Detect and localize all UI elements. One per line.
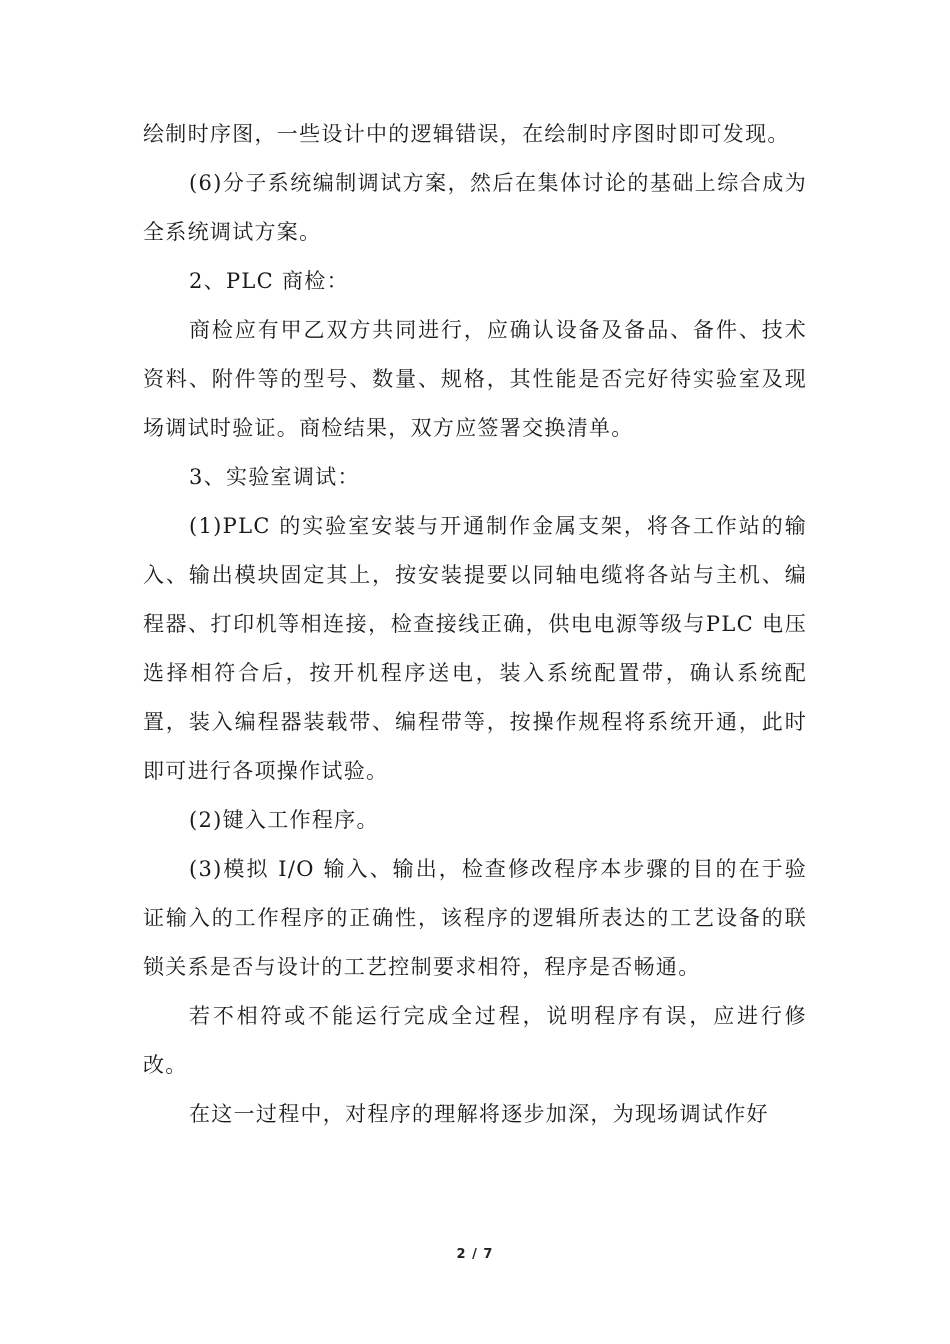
section-heading: 3、实验室调试： xyxy=(189,465,360,489)
page-number: 2 / 7 xyxy=(456,1247,494,1262)
paragraph: (1)PLC 的实验室安装与开通制作金属支架，将各工作站的输入、输出模块固定其上，按安装提要以同轴电缆将各站与主机、编程器、打印机等相连接，检查接线正确，供电电源等级与PLC 电压选择相符合后，按开机程序送电，装入系统配置带，确认系统配置，装入编程器装载带、编程带等，按操作规程将系统开通，此时即可进行各项操作试验。 xyxy=(143,514,807,783)
paragraph: 绘制时序图，一些设计中的逻辑错误，在绘制时序图时即可发现。 xyxy=(143,122,790,146)
section-heading: 2、PLC 商检： xyxy=(189,269,349,293)
paragraph: (2)键入工作程序。 xyxy=(189,808,379,832)
paragraph: (6)分子系统编制调试方案，然后在集体讨论的基础上综合成为全系统调试方案。 xyxy=(143,171,807,244)
document-body xyxy=(143,110,807,1139)
paragraph: (3)模拟 I/O 输入、输出，检查修改程序本步骤的目的在于验证输入的工作程序的正确性，该程序的逻辑所表达的工艺设备的联锁关系是否与设计的工艺控制要求相符，程序是否畅通。 xyxy=(143,857,807,979)
paragraph: 商检应有甲乙双方共同进行，应确认设备及备品、备件、技术资料、附件等的型号、数量、规格，其性能是否完好待实验室及现场调试时验证。商检结果，双方应签署交换清单。 xyxy=(143,318,807,440)
paragraph: 若不相符或不能运行完成全过程，说明程序有误，应进行修改。 xyxy=(143,1004,807,1077)
paragraph: 在这一过程中，对程序的理解将逐步加深，为现场调试作好 xyxy=(189,1102,769,1126)
